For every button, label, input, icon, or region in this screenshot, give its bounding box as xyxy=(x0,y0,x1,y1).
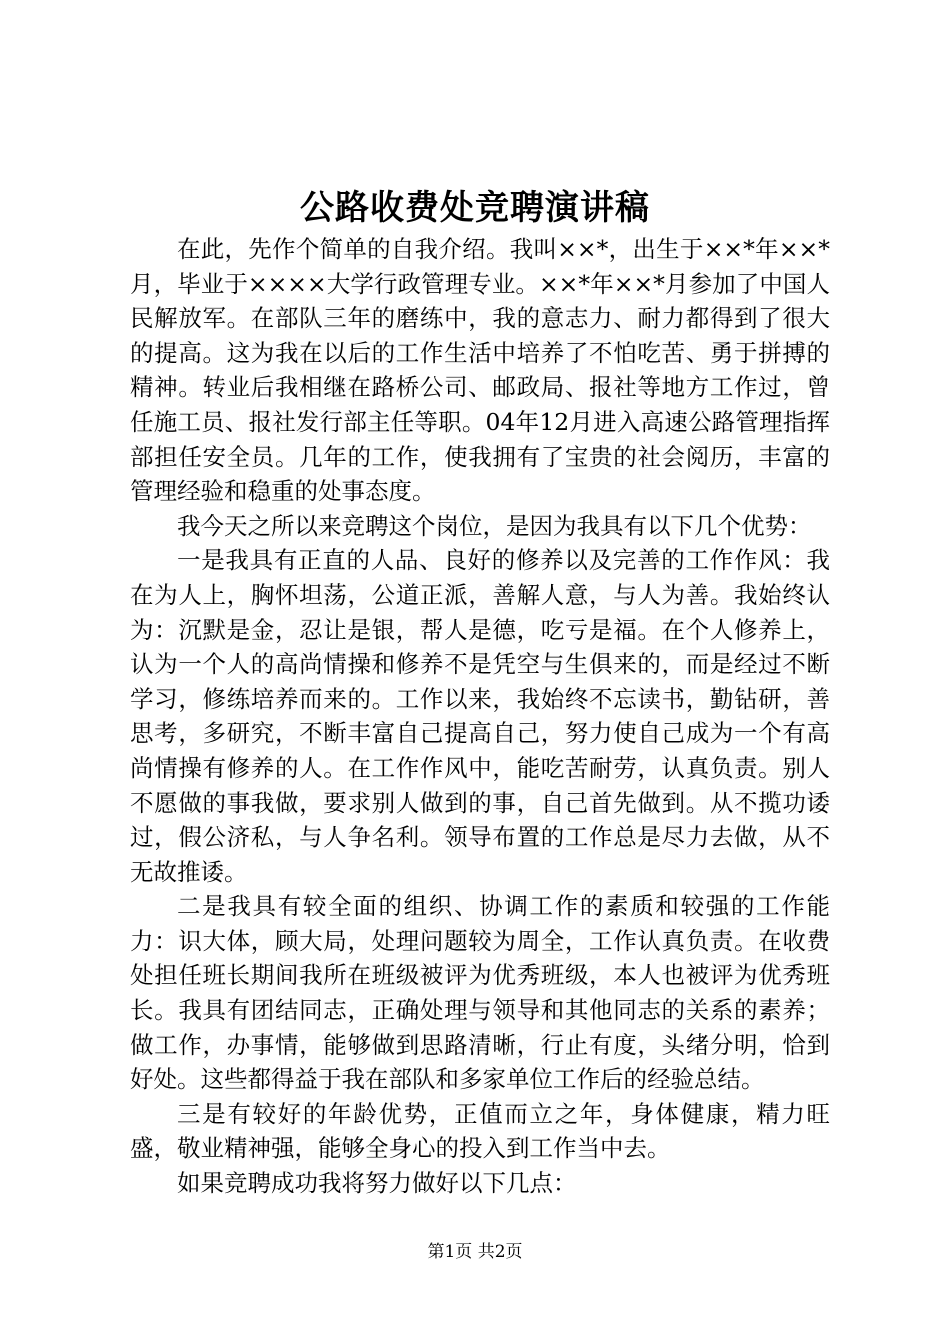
document-body xyxy=(130,232,830,1201)
paragraph-plan-intro: 如果竞聘成功我将努力做好以下几点： xyxy=(177,1169,577,1198)
paragraph-advantage-two: 二是我具有较全面的组织、协调工作的素质和较强的工作能力：识大体，顾大局，处理问题较为周全，工作认真负责。在收费处担任班长期间我所在班级被评为优秀班级，本人也被评为优秀班长。我具有团结同志，正确处理与领导和其他同志的关系的素养；做工作，办事情，能够做到思路清晰，行止有度，头绪分明，恰到好处。这些都得益于我在部队和多家单位工作后的经验总结。 xyxy=(130,892,830,1094)
paragraph-advantage-three: 三是有较好的年龄优势，正值而立之年，身体健康，精力旺盛，敬业精神强，能够全身心的投入到工作当中去。 xyxy=(130,1099,830,1163)
document-title: 公路收费处竞聘演讲稿 xyxy=(300,188,650,228)
paragraph-advantage-one: 一是我具有正直的人品、良好的修养以及完善的工作作风：我在为人上，胸怀坦荡，公道正派，善解人意，与人为善。我始终认为：沉默是金，忍让是银，帮人是德，吃亏是福。在个人修养上，认为一个人的高尚情操和修养不是凭空与生俱来的，而是经过不断学习，修练培养而来的。工作以来，我始终不忘读书，勤钻研，善思考，多研究，不断丰富自己提高自己，努力使自己成为一个有高尚情操有修养的人。在工作作风中，能吃苦耐劳，认真负责。别人不愿做的事我做，要求别人做到的事，自己首先做到。从不揽功诿过，假公济私，与人争名利。领导布置的工作总是尽力去做，从不无故推诿。 xyxy=(130,546,830,886)
paragraph-self-introduction: 在此，先作个简单的自我介绍。我叫××*，出生于××*年××*月，毕业于××××大学行政管理专业。××*年××*月参加了中国人民解放军。在部队三年的磨练中，我的意志力、耐力都得到了很大的提高。这为我在以后的工作生活中培养了不怕吃苦、勇于拼搏的精神。转业后我相继在路桥公司、邮政局、报社等地方工作过，曾任施工员、报社发行部主任等职。04年12月进入高速公路管理指挥部担任安全员。几年的工作，使我拥有了宝贵的社会阅历，丰富的管理经验和稳重的处事态度。 xyxy=(130,235,830,506)
page-number-footer: 第1页 共2页 xyxy=(427,1242,523,1262)
paragraph-advantages-intro: 我今天之所以来竞聘这个岗位，是因为我具有以下几个优势： xyxy=(177,511,812,540)
